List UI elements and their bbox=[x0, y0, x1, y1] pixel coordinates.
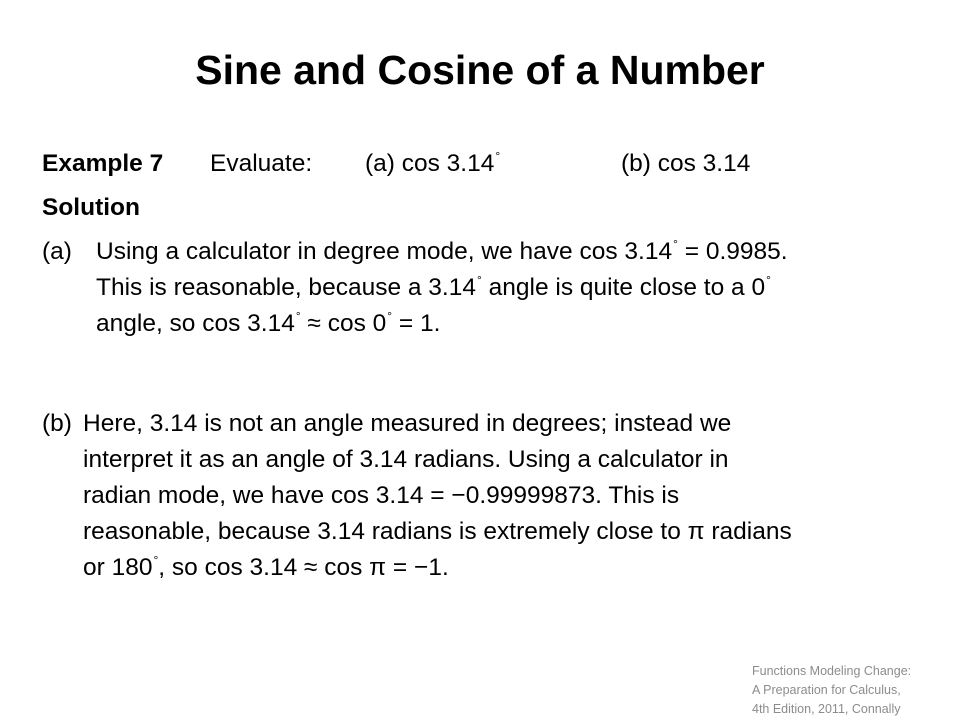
source-citation bbox=[752, 662, 957, 719]
degree-symbol: ° bbox=[495, 149, 501, 163]
solution-label: Solution bbox=[42, 194, 140, 221]
part-b-marker: (b) bbox=[42, 410, 72, 437]
part-b-line-5-text: or 180 bbox=[83, 554, 153, 581]
example-part-b: (b) cos 3.14 bbox=[621, 150, 751, 177]
part-a-line-1 bbox=[96, 234, 788, 273]
example-prompt: Evaluate: bbox=[210, 150, 313, 177]
degree-symbol: ° bbox=[387, 309, 393, 323]
part-b-line-5 bbox=[83, 550, 449, 589]
example-label: Example 7 bbox=[42, 150, 164, 177]
citation-line-3: 4th Edition, 2011, Connally bbox=[752, 702, 901, 716]
citation-line-2: A Preparation for Calculus, bbox=[752, 683, 901, 697]
part-b-line-2: interpret it as an angle of 3.14 radians. Using a calculator in bbox=[83, 446, 729, 473]
degree-symbol: ° bbox=[153, 553, 159, 567]
slide-title: Sine and Cosine of a Number bbox=[195, 47, 765, 93]
degree-symbol: ° bbox=[295, 309, 301, 323]
part-b-line-5-rest: , so cos 3.14 ≈ cos π = −1. bbox=[158, 554, 449, 581]
part-a-line-1-text: Using a calculator in degree mode, we have cos 3.14 bbox=[96, 238, 673, 265]
part-b-line-3: radian mode, we have cos 3.14 = −0.99999873. This is bbox=[83, 482, 680, 509]
part-a-line-3 bbox=[96, 306, 440, 345]
part-a-line-3-value: = 1. bbox=[392, 310, 441, 337]
part-a-line-2 bbox=[96, 270, 771, 309]
part-b-line-1: Here, 3.14 is not an angle measured in degrees; instead we bbox=[83, 410, 732, 437]
part-b-line-4: reasonable, because 3.14 radians is extremely close to π radians bbox=[83, 518, 792, 545]
part-a-line-2-text: This is reasonable, because a 3.14 bbox=[96, 274, 476, 301]
example-part-a bbox=[365, 146, 500, 185]
example-part-a-text: (a) cos 3.14 bbox=[365, 150, 495, 177]
citation-line-1: Functions Modeling Change: bbox=[752, 664, 912, 678]
part-a-line-2-rest: angle is quite close to a 0 bbox=[481, 274, 766, 301]
part-a-line-3-text: angle, so cos 3.14 bbox=[96, 310, 295, 337]
degree-symbol: ° bbox=[673, 237, 678, 251]
degree-symbol: ° bbox=[477, 273, 482, 287]
part-a-line-3-approx: ≈ cos 0 bbox=[300, 310, 387, 337]
part-a-line-1-value: = 0.9985. bbox=[677, 238, 788, 265]
degree-symbol: ° bbox=[766, 273, 771, 287]
part-a-marker: (a) bbox=[42, 238, 72, 265]
